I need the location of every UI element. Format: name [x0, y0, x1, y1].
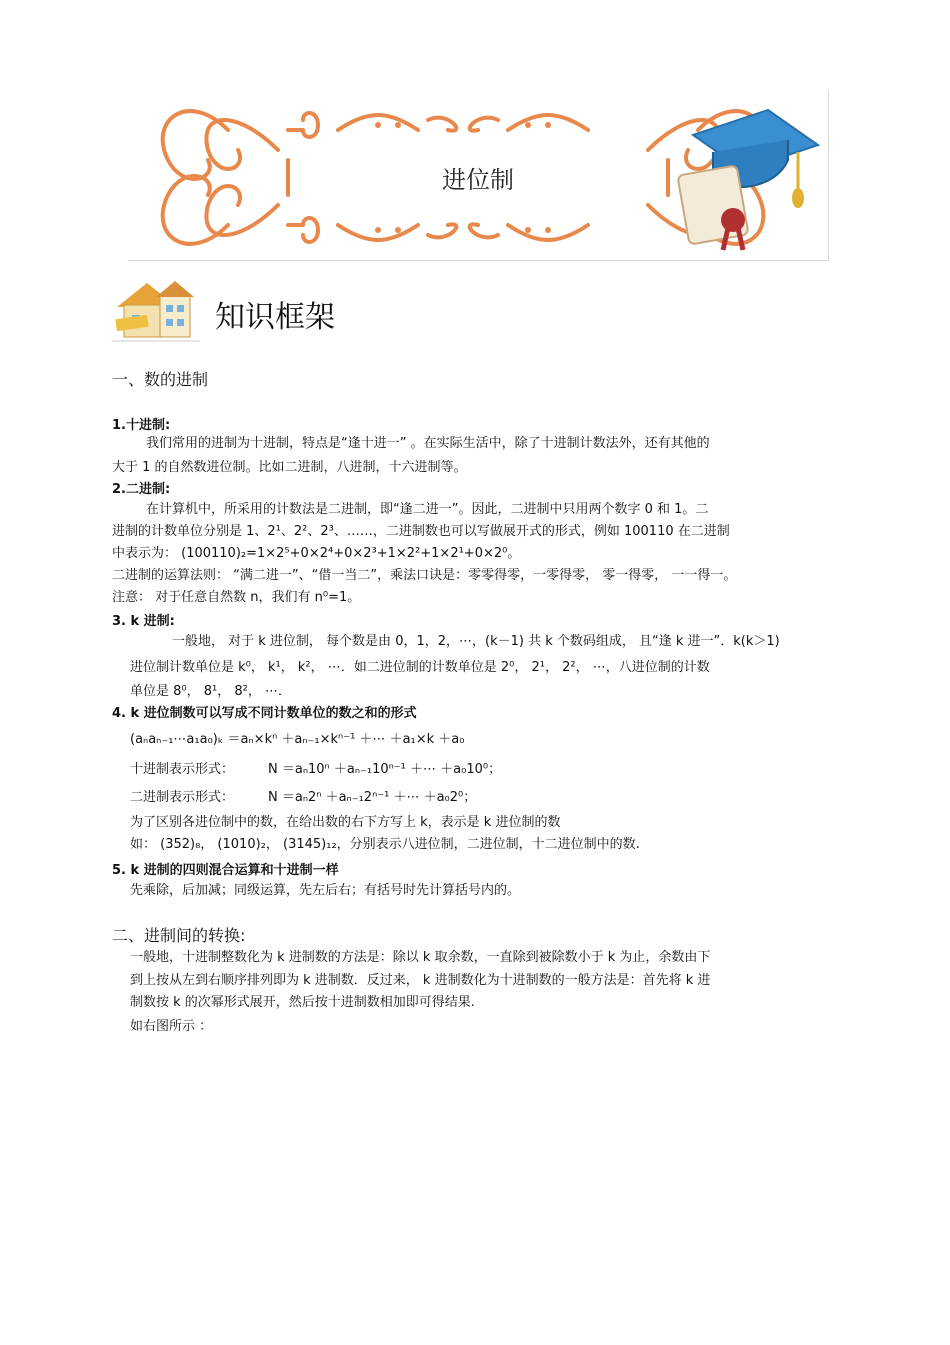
- title-banner: [128, 90, 829, 261]
- item-3-line1: 一般地， 对于 k 进位制， 每个数是由 0，1，2，⋯，(k－1) 共 k 个数码组成， 且“逢 k 进一”．k(k＞1): [172, 634, 780, 649]
- section-2-line1: 一般地，十进制整数化为 k 进制数的方法是：除以 k 取余数，一直除到被除数小于 k 为止，余数由下: [130, 950, 711, 965]
- item-2-line1: 在计算机中，所采用的计数法是二进制，即“逢二进一”。因此，二进制中只用两个数字 0 和 1。二: [146, 502, 709, 517]
- item-1-line2: 大于 1 的自然数进位制。比如二进制，八进制，十六进制等。: [112, 460, 467, 475]
- section-heading: 知识框架: [215, 300, 335, 335]
- item-4-label3: 二进制表示形式：: [130, 790, 235, 805]
- item-2-head: 2.二进制:: [112, 482, 171, 497]
- item-4-head: 4. k 进位制数可以写成不同计数单位的数之和的形式: [112, 706, 417, 721]
- item-1-head: 1.十进制:: [112, 418, 171, 433]
- item-4-formula2: N ＝aₙ10ⁿ ＋aₙ₋₁10ⁿ⁻¹ ＋⋯ ＋a₀10⁰；: [268, 762, 502, 777]
- item-5-head: 5. k 进制的四则混合运算和十进制一样: [112, 863, 339, 878]
- item-4-label2: 十进制表示形式：: [130, 762, 235, 777]
- section-1-title: 一、数的进制: [112, 370, 209, 389]
- item-3-line2: 进位制计数单位是 k⁰， k¹， k²， ⋯．如二进位制的计数单位是 2⁰， 2¹， 2²， ⋯，八进位制的计数: [130, 660, 710, 675]
- item-4-line4: 为了区别各进位制中的数，在给出数的右下方写上 k，表示是 k 进位制的数: [130, 815, 561, 830]
- section-2-line3: 制数按 k 的次幂形式展开，然后按十进制数相加即可得结果.: [130, 995, 475, 1010]
- item-4-line5: 如： (352)₈， (1010)₂， (3145)₁₂，分别表示八进位制，二进位制，十二进位制中的数.: [130, 837, 640, 852]
- section-2-line2: 到上按从左到右顺序排列即为 k 进制数．反过来， k 进制数化为十进制数的一般方法是：首先将 k 进: [130, 973, 711, 988]
- section-2-title: 二、进制间的转换:: [112, 926, 246, 945]
- banner-title: 进位制: [442, 166, 514, 194]
- item-3-line3: 单位是 8⁰， 8¹， 8²， ⋯．: [130, 684, 291, 699]
- item-1-line1: 我们常用的进制为十进制，特点是“逢十进一” 。在实际生活中，除了十进制计数法外，还有其他的: [146, 436, 710, 451]
- item-4-formula3: N ＝aₙ2ⁿ ＋aₙ₋₁2ⁿ⁻¹ ＋⋯ ＋a₀2⁰；: [268, 790, 477, 805]
- school-house-icon: [112, 275, 202, 345]
- item-4-formula1: (aₙaₙ₋₁⋯a₁a₀)ₖ ＝aₙ×kⁿ ＋aₙ₋₁×kⁿ⁻¹ ＋⋯ ＋a₁×k ＋a₀: [130, 732, 465, 747]
- item-2-line4: 二进制的运算法则： “满二进一”、“借一当二”，乘法口诀是：零零得零，一零得零， 零一得零， 一一得一。: [112, 568, 737, 583]
- item-2-line2: 进制的计数单位分别是 1、2¹、2²、2³、……，二进制数也可以写做展开式的形式，例如 100110 在二进制: [112, 524, 730, 539]
- item-3-head: 3. k 进制:: [112, 614, 175, 629]
- section-2-line4: 如右图所示 ：: [130, 1019, 213, 1034]
- item-2-line5: 注意： 对于任意自然数 n，我们有 n⁰=1。: [112, 590, 361, 605]
- item-2-line3: 中表示为： (100110)₂=1×2⁵+0×2⁴+0×2³+1×2²+1×2¹+0×2⁰。: [112, 546, 521, 561]
- item-5-line1: 先乘除，后加减；同级运算，先左后右；有括号时先计算括号内的。: [130, 883, 521, 898]
